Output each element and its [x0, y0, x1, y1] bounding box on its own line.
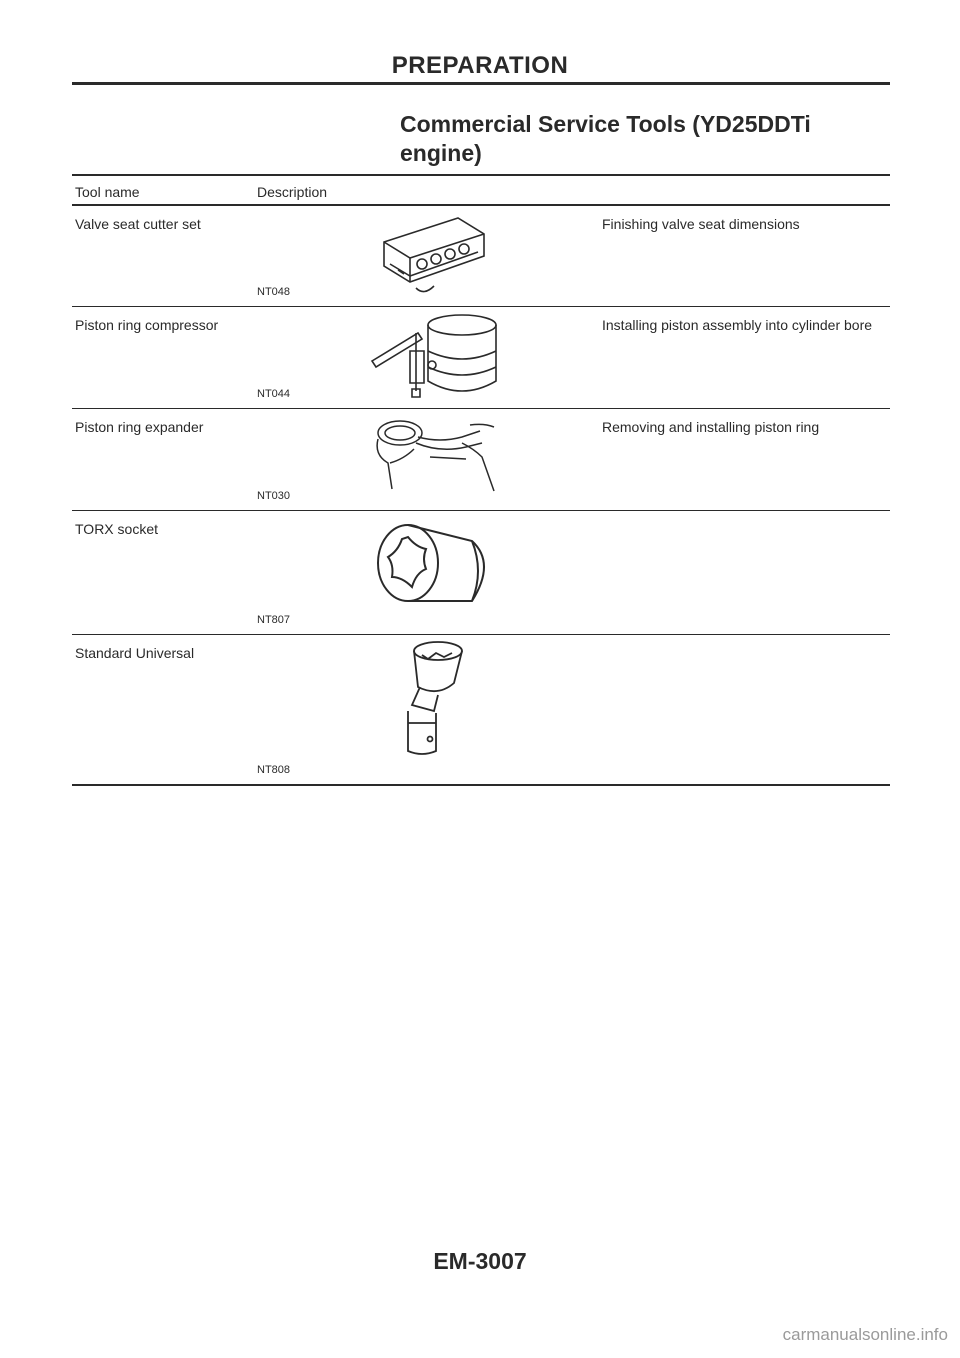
piston-ring-expander-icon: [370, 413, 500, 497]
table-row: [72, 408, 890, 510]
piston-ring-compressor-icon: [368, 311, 508, 403]
tool-code: NT030: [257, 489, 291, 502]
tool-description: [599, 510, 890, 634]
table-row: [72, 634, 890, 785]
tool-description: Finishing valve seat dimensions: [602, 216, 800, 232]
table-row: [72, 306, 890, 408]
tool-name: Piston ring compressor: [75, 316, 219, 333]
tool-description: Removing and installing piston ring: [602, 418, 820, 435]
section-title: Commercial Service Tools (YD25DDTi engine): [400, 111, 811, 166]
tool-code: NT044: [257, 387, 291, 400]
table-header-row: [72, 175, 890, 205]
tool-illustration: [254, 510, 599, 634]
column-header-tool-name: Tool name: [75, 184, 140, 200]
tool-name: Piston ring expander: [75, 418, 204, 435]
column-header-description: Description: [257, 184, 328, 200]
tool-illustration: [254, 205, 599, 306]
commercial-service-tools-table: [72, 174, 890, 786]
universal-socket-icon: [392, 639, 472, 761]
tool-description: [599, 634, 890, 785]
tool-name: TORX socket: [75, 520, 158, 537]
tool-illustration: [254, 306, 599, 408]
table-row: [72, 510, 890, 634]
tool-code: NT807: [257, 613, 291, 626]
tool-illustration: [254, 634, 599, 785]
torx-socket-icon: [372, 517, 502, 609]
tool-code: NT808: [257, 764, 291, 776]
tool-name: Standard Universal: [75, 644, 195, 661]
watermark: carmanualsonline.info: [782, 1325, 948, 1344]
tool-description: Installing piston assembly into cylinder bore: [602, 316, 873, 333]
header-rule: [72, 82, 890, 85]
table-row: [72, 205, 890, 306]
page-code: EM-3007: [433, 1248, 527, 1274]
valve-seat-cutter-set-icon: [380, 212, 490, 300]
page-header-title: PREPARATION: [391, 52, 569, 79]
tool-code: NT048: [257, 285, 291, 298]
tool-name: Valve seat cutter set: [75, 216, 201, 232]
tool-illustration: [254, 408, 599, 510]
